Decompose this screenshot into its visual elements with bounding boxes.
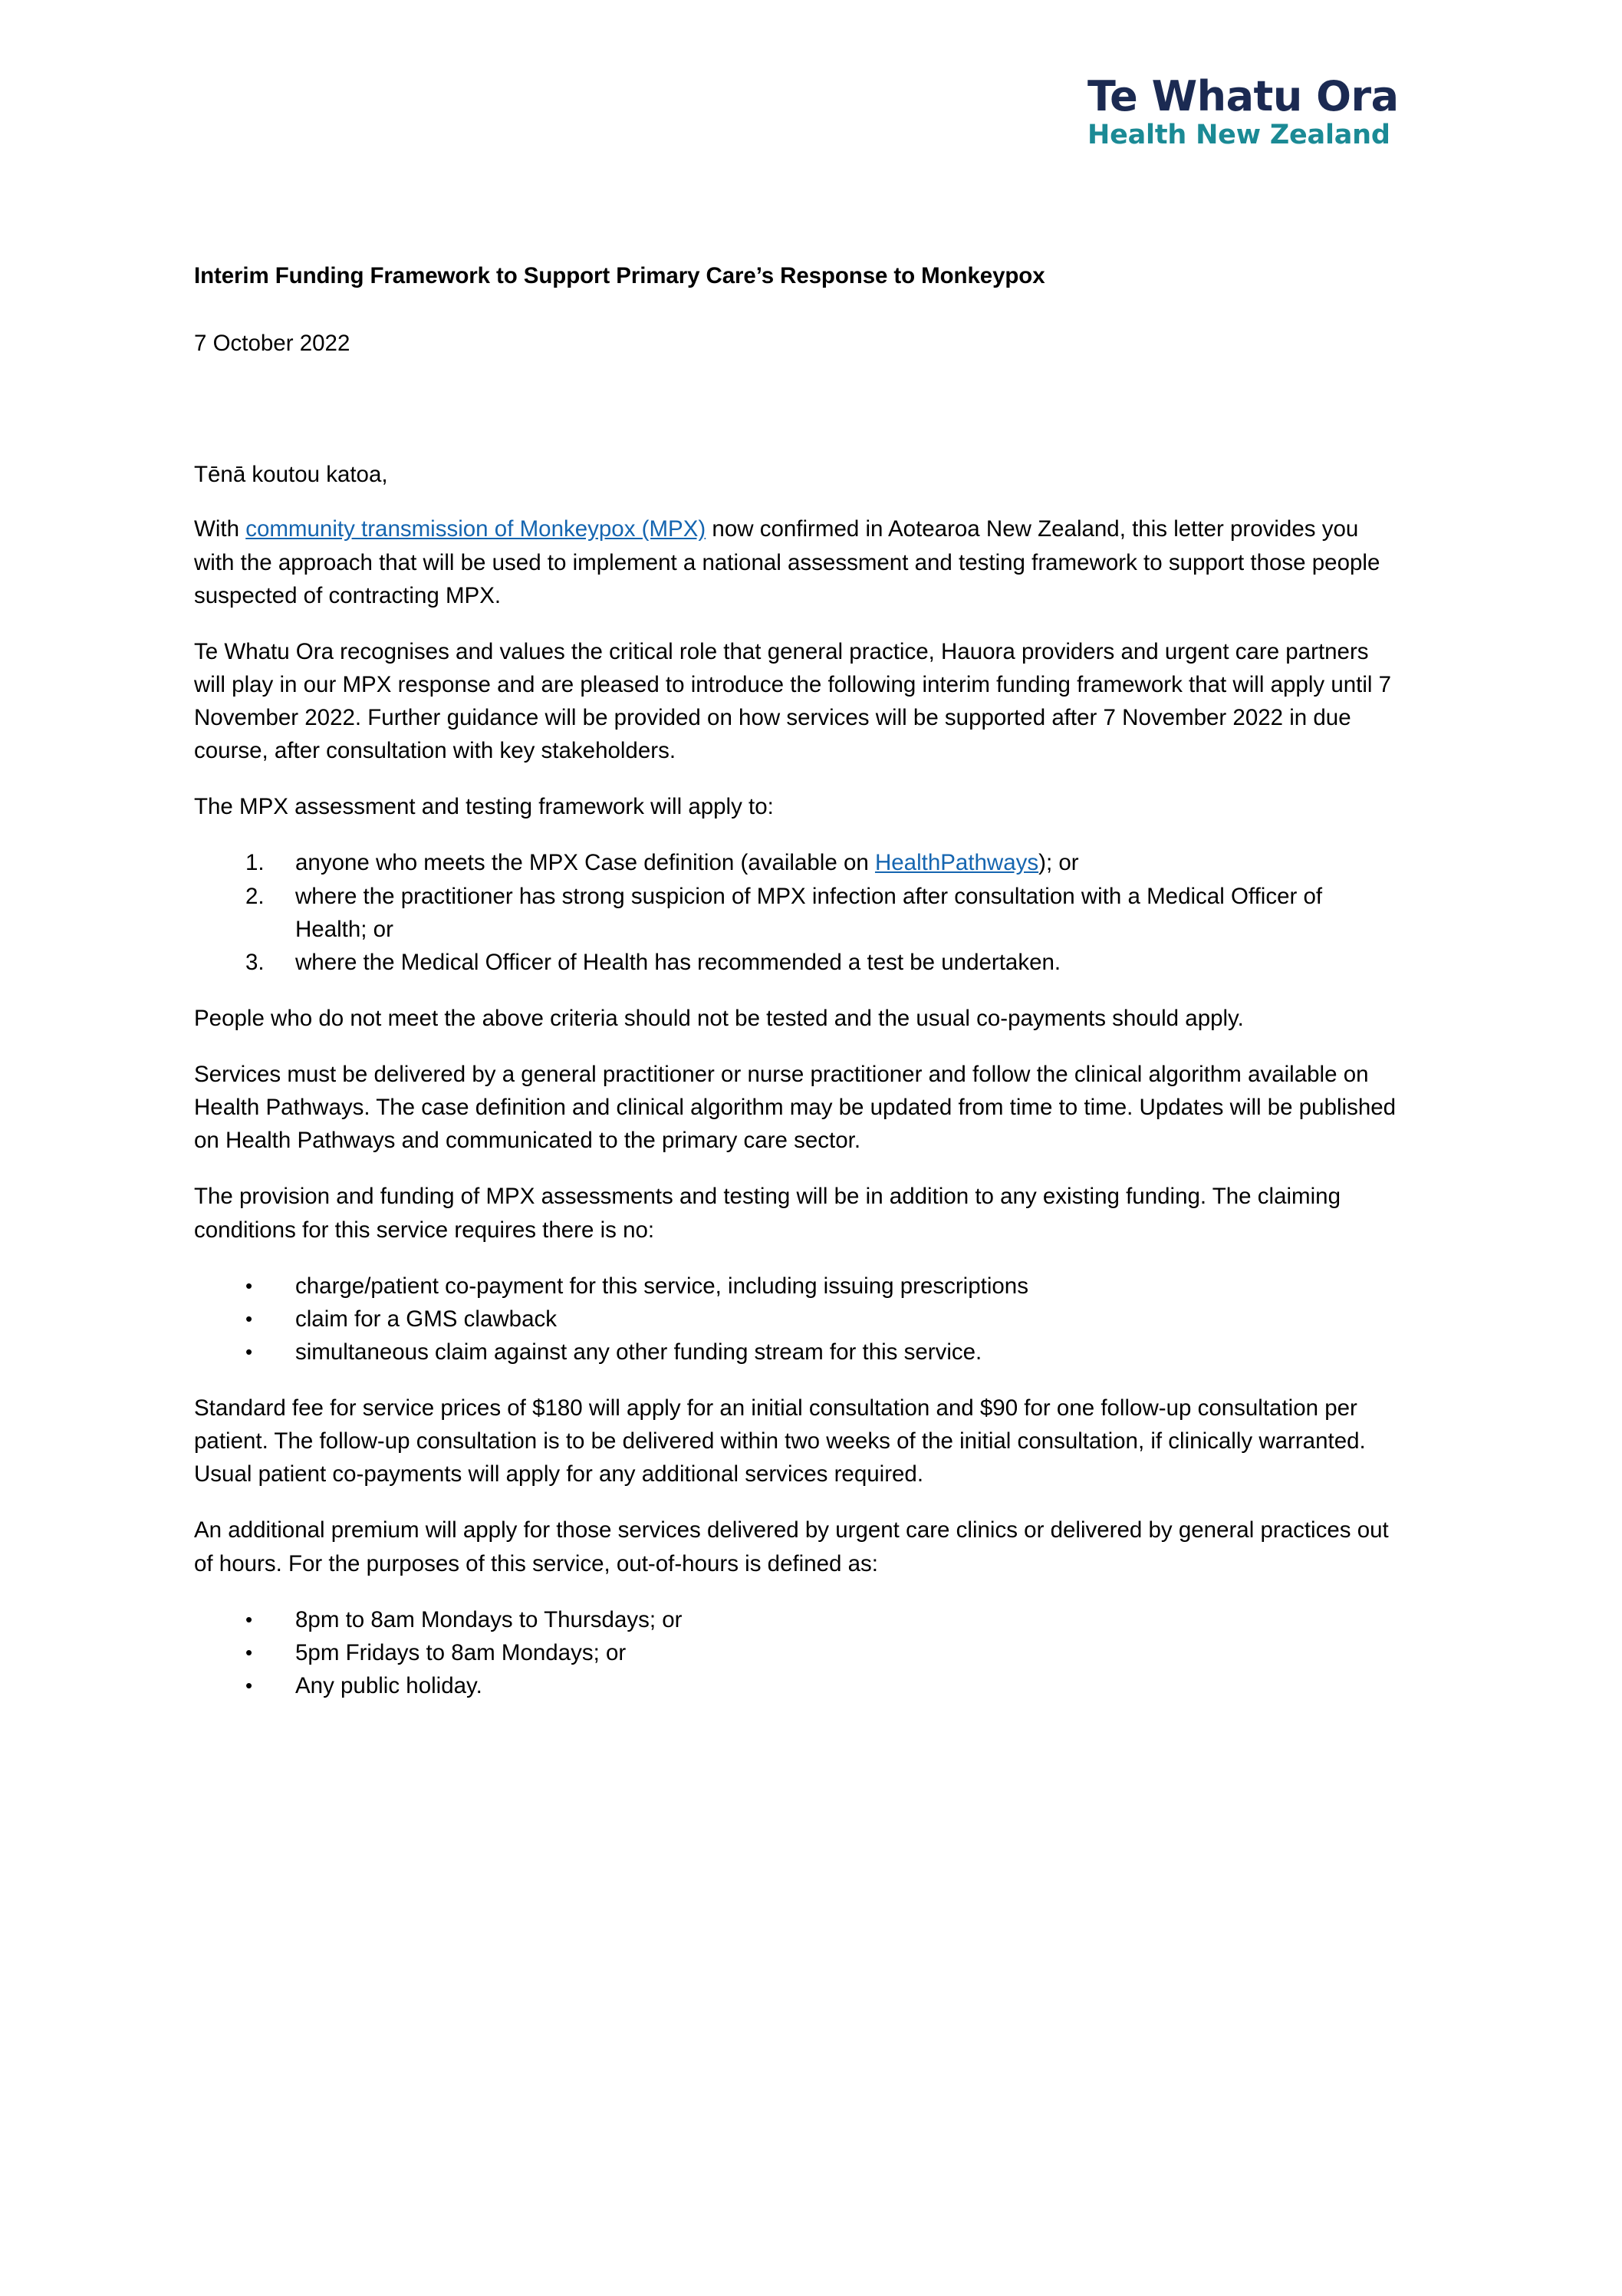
out-of-hours-text: Any public holiday. xyxy=(295,1672,482,1698)
paragraph-services-delivery: Services must be delivered by a general practitioner or nurse practitioner and follow the clinical algorithm available on Health Pathways. The case definition and clinical algorithm may be updated from time to time. Updates will be published on Health Pathways and communicated to the primary care sector. xyxy=(194,1062,1397,1154)
community-transmission-link[interactable]: community transmission of Monkeypox (MPX) xyxy=(245,516,706,542)
criteria-text: where the Medical Officer of Health has recommended a test be undertaken. xyxy=(295,949,1061,975)
condition-text: claim for a GMS clawback xyxy=(295,1306,557,1332)
out-of-hours-text: 8pm to 8am Mondays to Thursdays; or xyxy=(295,1606,683,1632)
bullet-marker: • xyxy=(245,1673,253,1697)
logo-primary-text: Te Whatu Ora xyxy=(1087,72,1399,120)
out-of-hours-list xyxy=(194,1603,1398,1702)
te-whatu-ora-logo xyxy=(1087,72,1410,151)
paragraph-not-meet-criteria: People who do not meet the above criteria should not be tested and the usual co-payments should apply. xyxy=(194,1005,1244,1031)
list-item xyxy=(194,946,1398,979)
criteria-text-before-link: anyone who meets the MPX Case definition (available on xyxy=(295,850,875,876)
criteria-text: where the practitioner has strong suspicion of MPX infection after consultation with a Medical Officer of Health; or xyxy=(295,883,1323,942)
claiming-conditions-list xyxy=(194,1270,1398,1369)
bullet-marker: • xyxy=(245,1339,253,1363)
list-item xyxy=(194,1669,1398,1702)
paragraph-recognises: Te Whatu Ora recognises and values the critical role that general practice, Hauora providers and urgent care partners will play in our MPX response and are pleased to introduce the following interim funding framework that will apply until 7 November 2022. Further guidance will be provided on how services will be supported after 7 November 2022 in due course, after consultation with key stakeholders. xyxy=(194,638,1392,764)
logo-secondary-text: Health New Zealand xyxy=(1087,120,1390,151)
list-marker: 2. xyxy=(245,883,265,909)
list-item xyxy=(194,1636,1398,1669)
paragraph-framework-intro: The MPX assessment and testing framework will apply to: xyxy=(194,794,774,820)
criteria-text-after-link: ); or xyxy=(1038,850,1079,876)
intro-text-before-link: With xyxy=(194,516,246,542)
healthpathways-link[interactable]: HealthPathways xyxy=(874,850,1039,876)
list-item xyxy=(194,1303,1398,1336)
bullet-marker: • xyxy=(245,1273,253,1297)
paragraph-provision-funding: The provision and funding of MPX assessments and testing will be in addition to any existing funding. The claiming conditions for this service requires there is no: xyxy=(194,1184,1341,1243)
list-item xyxy=(194,1603,1398,1636)
condition-text: charge/patient co-payment for this service, including issuing prescriptions xyxy=(295,1273,1028,1299)
greeting-line: Tēnā koutou katoa, xyxy=(194,461,388,487)
out-of-hours-text: 5pm Fridays to 8am Mondays; or xyxy=(295,1639,627,1665)
list-marker: 3. xyxy=(245,949,265,975)
paragraph-intro xyxy=(194,512,1398,611)
list-marker: 1. xyxy=(245,850,265,876)
criteria-list xyxy=(194,846,1398,979)
list-item xyxy=(194,1270,1398,1303)
intro-text-after-link: now confirmed in Aotearoa New Zealand, this letter provides you with the approach that will be used to implement a national assessment and testing framework to support those people suspected of contracting MPX. xyxy=(194,516,1380,608)
bullet-marker: • xyxy=(245,1640,253,1664)
bullet-marker: • xyxy=(245,1607,253,1631)
condition-text: simultaneous claim against any other funding stream for this service. xyxy=(295,1339,982,1365)
paragraph-additional-premium: An additional premium will apply for those services delivered by urgent care clinics or delivered by general practices out of hours. For the purposes of this service, out-of-hours is defined as: xyxy=(194,1517,1389,1576)
page-title: Interim Funding Framework to Support Primary Care’s Response to Monkeypox xyxy=(194,263,1045,288)
document-date: 7 October 2022 xyxy=(194,330,350,356)
paragraph-standard-fees: Standard fee for service prices of $180 will apply for an initial consultation and $90 for one follow-up consultation per patient. The follow-up consultation is to be delivered within two weeks of the initial consultation, if clinically warranted. Usual patient co-payments will apply for any additional services required. xyxy=(194,1395,1366,1487)
bullet-marker: • xyxy=(245,1306,253,1330)
list-item xyxy=(194,1336,1398,1369)
list-item xyxy=(194,846,1398,879)
document-body xyxy=(194,261,1398,1702)
list-item xyxy=(194,880,1398,946)
